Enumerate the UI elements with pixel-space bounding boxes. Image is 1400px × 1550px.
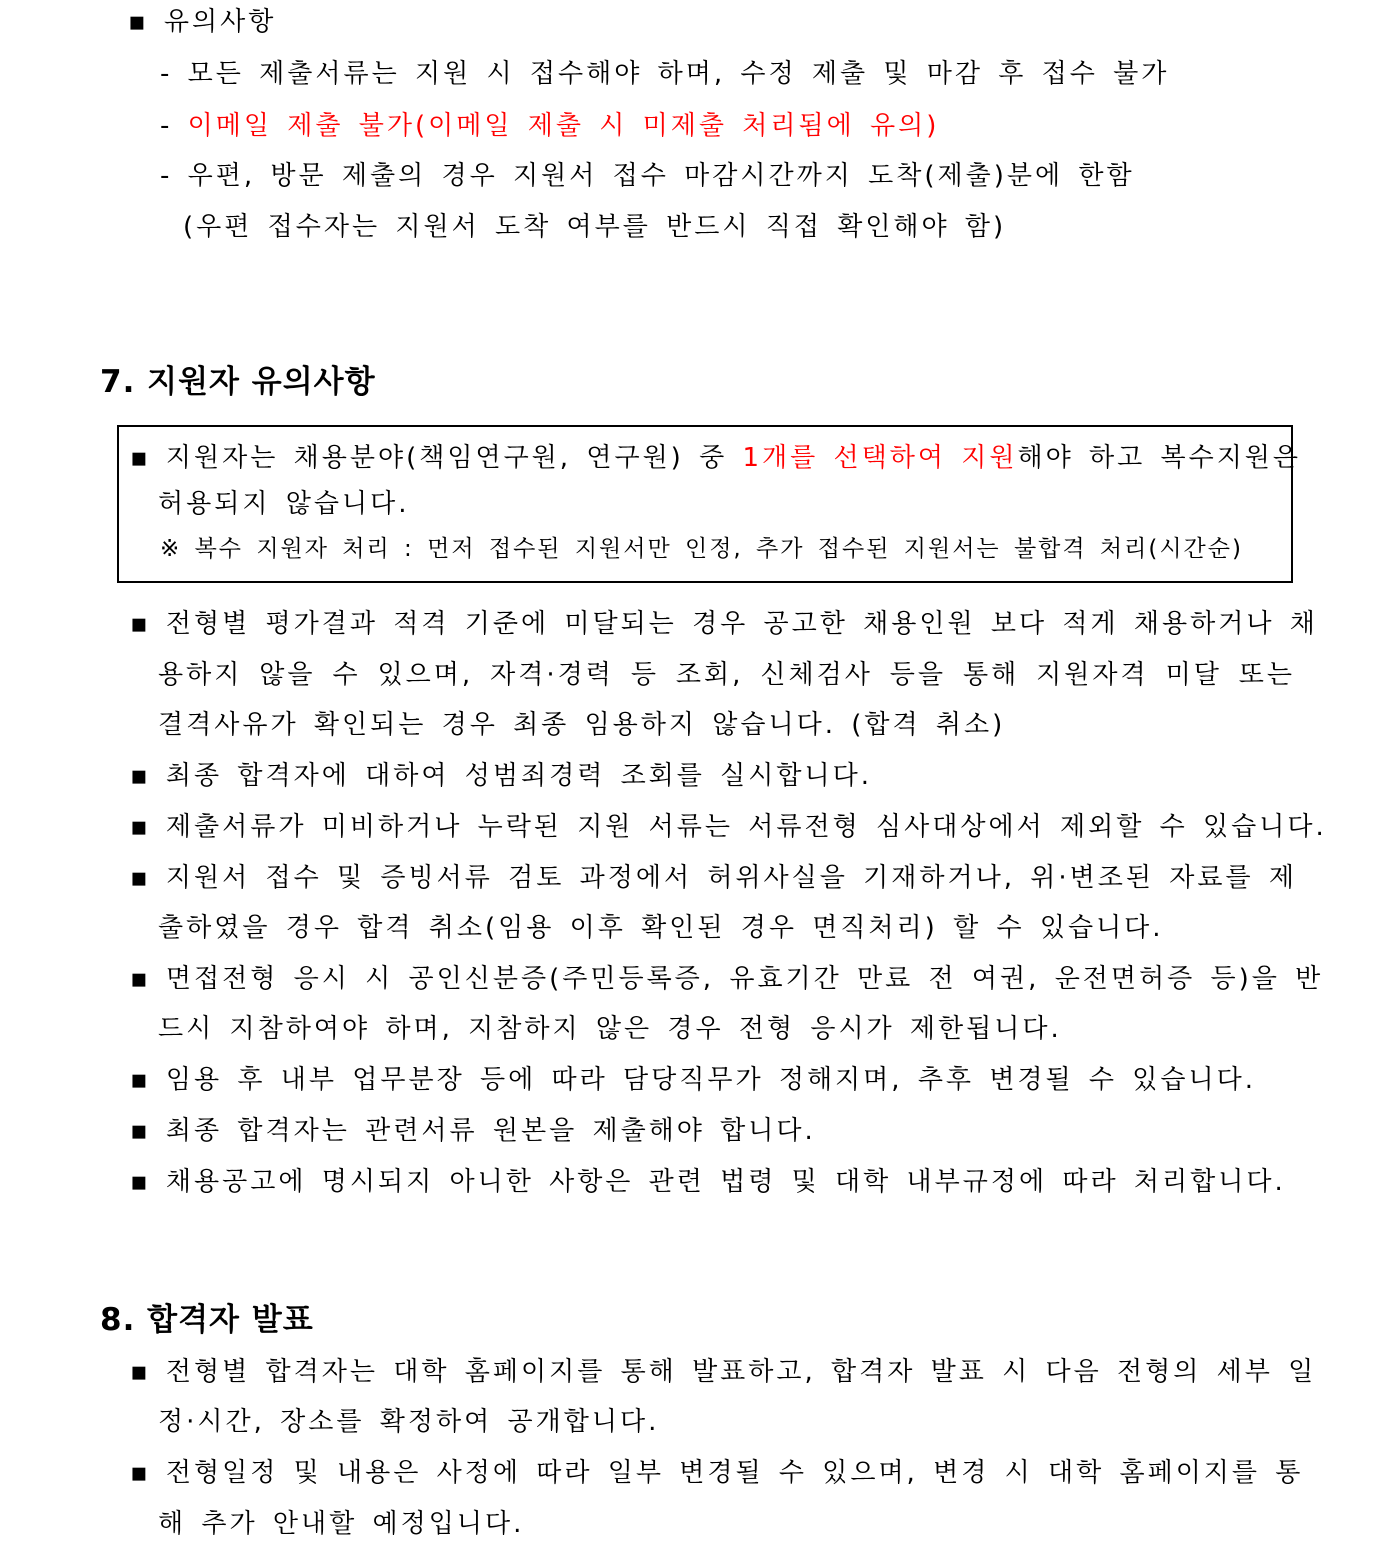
section-7-line-7: 출하였을 경우 합격 취소(임용 이후 확인된 경우 면직처리) 할 수 있습니다. — [158, 913, 1164, 943]
section-8-line-1: ▪ 전형별 합격자는 대학 홈페이지를 통해 발표하고, 합격자 발표 시 다음 전형의 세부 일 — [130, 1357, 1317, 1387]
notice-title: ▪ 유의사항 — [128, 7, 277, 37]
section-7-line-9: 드시 지참하여야 하며, 지참하지 않은 경우 전형 응시가 제한됩니다. — [158, 1014, 1062, 1044]
section-7-line-3: 결격사유가 확인되는 경우 최종 임용하지 않습니다. (합격 취소) — [158, 710, 1006, 740]
section-7-heading: 7. 지원자 유의사항 — [100, 364, 376, 400]
section-8-line-3: ▪ 전형일정 및 내용은 사정에 따라 일부 변경될 수 있으며, 변경 시 대학 홈페이지를 통 — [130, 1458, 1304, 1488]
section-7-line-2: 용하지 않을 수 있으며, 자격·경력 등 조회, 신체검사 등을 통해 지원자격 미달 또는 — [158, 660, 1295, 690]
box-emphasis: 1개를 선택하여 지원 — [742, 443, 1018, 473]
section-7-line-4: ▪ 최종 합격자에 대하여 성범죄경력 조회를 실시합니다. — [130, 761, 873, 791]
notice-item-3: - 우편, 방문 제출의 경우 지원서 접수 마감시간까지 도착(제출)분에 한함 — [160, 161, 1135, 191]
section-7-line-8: ▪ 면접전형 응시 시 공인신분증(주민등록증, 유효기간 만료 전 여권, 운전면허증 등)을 반 — [130, 964, 1324, 994]
box-note: ※ 복수 지원자 처리 : 먼저 접수된 지원서만 인정, 추가 접수된 지원서는 불합격 처리(시간순) — [160, 536, 1243, 562]
notice-item-2-emphasis: 이메일 제출 불가(이메일 제출 시 미제출 처리됨에 유의) — [187, 111, 940, 141]
section-8-line-2: 정·시간, 장소를 확정하여 공개합니다. — [158, 1407, 660, 1437]
section-8-line-4: 해 추가 안내할 예정입니다. — [158, 1509, 525, 1539]
notice-item-3-cont: (우편 접수자는 지원서 도착 여부를 반드시 직접 확인해야 함) — [183, 212, 1007, 242]
box-line-2: 허용되지 않습니다. — [158, 489, 410, 519]
section-8-heading: 8. 합격자 발표 — [100, 1302, 314, 1338]
section-7-line-1: ▪ 전형별 평가결과 적격 기준에 미달되는 경우 공고한 채용인원 보다 적게 채용하거나 채 — [130, 609, 1318, 639]
section-7-line-12: ▪ 채용공고에 명시되지 아니한 사항은 관련 법령 및 대학 내부규정에 따라 처리합니다. — [130, 1167, 1286, 1197]
section-7-line-5: ▪ 제출서류가 미비하거나 누락된 지원 서류는 서류전형 심사대상에서 제외할 수 있습니다. — [130, 812, 1327, 842]
section-7-line-11: ▪ 최종 합격자는 관련서류 원본을 제출해야 합니다. — [130, 1116, 816, 1146]
box-line-1: ▪ 지원자는 채용분야(책임연구원, 연구원) 중 1개를 선택하여 지원해야 하고 복수지원은 — [130, 443, 1302, 473]
notice-item-1: - 모든 제출서류는 지원 시 접수해야 하며, 수정 제출 및 마감 후 접수 불가 — [160, 59, 1170, 89]
section-7-line-6: ▪ 지원서 접수 및 증빙서류 검토 과정에서 허위사실을 기재하거나, 위·변조된 자료를 제 — [130, 863, 1298, 893]
section-7-line-10: ▪ 임용 후 내부 업무분장 등에 따라 담당직무가 정해지며, 추후 변경될 수 있습니다. — [130, 1065, 1257, 1095]
notice-item-2: - 이메일 제출 불가(이메일 제출 시 미제출 처리됨에 유의) — [160, 111, 940, 141]
